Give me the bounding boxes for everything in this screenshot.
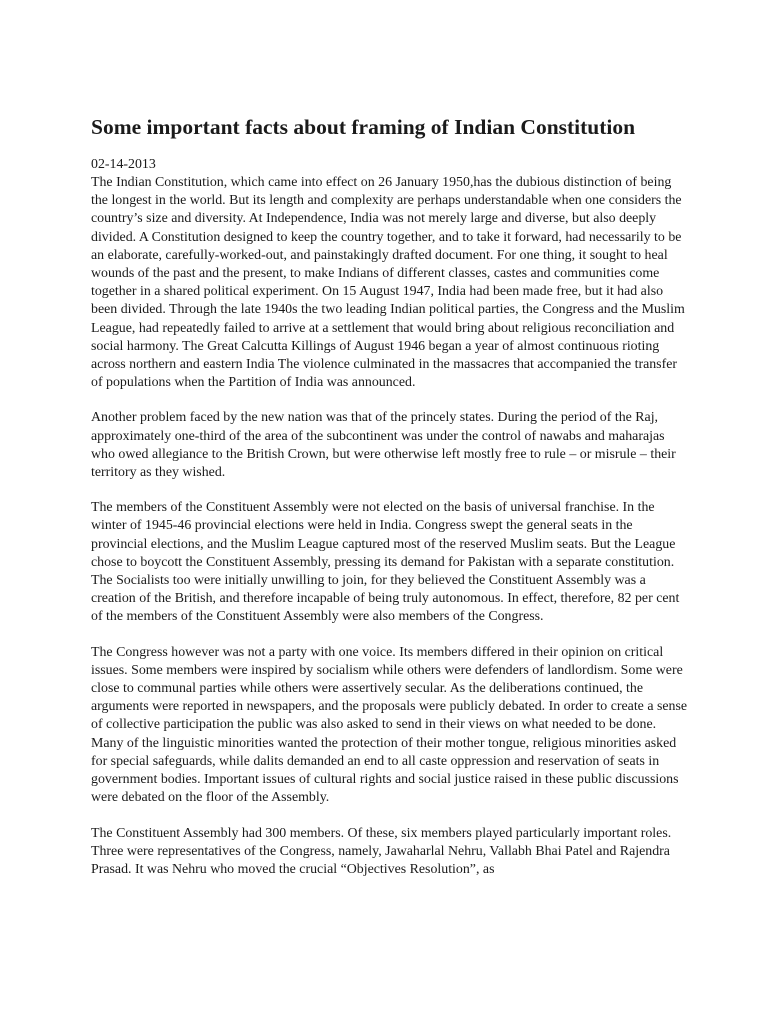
paragraph-4: The Congress however was not a party with one voice. Its members differed in their opinion on critical issues. Some members were inspired by socialism while others were defenders of landlordism. Some were close to communal parties while others were assertively secular. As the deliberations continued, the arguments were reported in newspapers, and the proposals were publicly debated. In order to create a sense of collective participation the public was also asked to send in their views on what needed to be done. Many of the linguistic minorities wanted the protection of their mother tongue, religious minorities asked for special safeguards, while dalits demanded an end to all caste oppression and reservation of seats in government bodies. Important issues of cultural rights and social justice raised in these public discussions were debated on the floor of the Assembly. — [91, 644, 688, 806]
article-date: 02-14-2013 — [91, 157, 156, 172]
paragraph-1: The Indian Constitution, which came into effect on 26 January 1950,has the dubious distinction of being the longest in the world. But its length and complexity are perhaps understandable when one considers the country’s size and diversity. At Independence, India was not merely large and diverse, but also deeply divided. A Constitution designed to keep the country together, and to take it forward, had necessarily to be an elaborate, carefully-worked-out, and painstakingly drafted document. For one thing, it sought to heal wounds of the past and the present, to make Indians of different classes, castes and communities come together in a shared political experiment. On 15 August 1947, India had been made free, but it had also been divided. Through the late 1940s the two leading Indian political parties, the Congress and the Muslim League, had repeatedly failed to arrive at a settlement that would bring about religious reconciliation and social harmony. The Great Calcutta Killings of August 1946 began a year of almost continuous rioting across northern and eastern India The violence culminated in the massacres that accompanied the transfer of populations when the Partition of India was announced. — [91, 175, 685, 391]
paragraph-3: The members of the Constituent Assembly were not elected on the basis of universal franchise. In the winter of 1945-46 provincial elections were held in India. Congress swept the general seats in the provincial elections, and the Muslim League captured most of the reserved Muslim seats. But the League chose to boycott the Constituent Assembly, pressing its demand for Pakistan with a separate constitution. The Socialists too were initially unwilling to join, for they believed the Constituent Assembly was a creation of the British, and therefore incapable of being truly autonomous. In effect, therefore, 82 per cent of the members of the Constituent Assembly were also members of the Congress. — [91, 500, 680, 625]
paragraph-2: Another problem faced by the new nation was that of the princely states. During the period of the Raj, approximately one-third of the area of the subcontinent was under the control of nawabs and maharajas who owed allegiance to the British Crown, but were otherwise left mostly free to rule – or misrule – their territory as they wished. — [91, 410, 676, 481]
paragraph-5: The Constituent Assembly had 300 members. Of these, six members played particularly important roles. Three were representatives of the Congress, namely, Jawaharlal Nehru, Vallabh Bhai Patel and Rajendra Prasad. It was Nehru who moved the crucial “Objectives Resolution”, as — [91, 825, 672, 877]
document-page — [91, 114, 691, 896]
article-title: Some important facts about framing of Indian Constitution — [91, 115, 636, 139]
